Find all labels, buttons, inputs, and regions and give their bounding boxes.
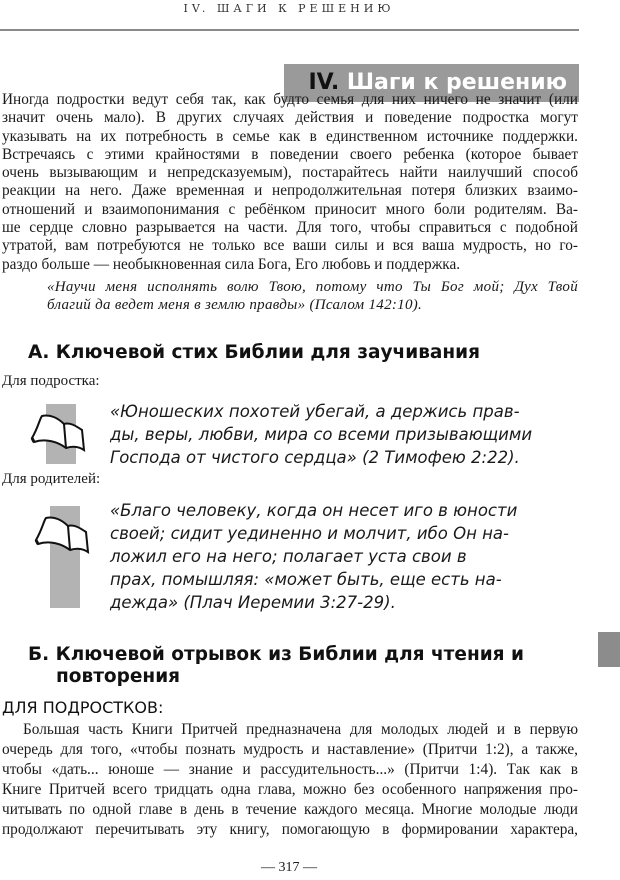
text-line: Большая часть Книги Притчей предназначена для молодых людей и в первую	[23, 721, 578, 738]
text-line: ше сердце словно разрывается на части. Для того, чтобы справиться с подобной	[2, 219, 578, 237]
header-rule	[0, 29, 579, 31]
text-line: Встречаясь с этими крайностями в поведении своего ребенка (которое бывает	[2, 145, 578, 163]
text-line: Книге Притчей всего тридцать одна глава, можно без особенного напряжения про-	[2, 781, 578, 798]
open-book-icon	[30, 412, 86, 452]
open-book-icon	[34, 514, 90, 554]
page-number: — 317 —	[261, 860, 317, 875]
text-line: утратой, вам потребуются не только все ваши силы и вся ваша мудрость, но го-	[2, 237, 578, 255]
text-line: раздо больше — необыкновенная сила Бога, Его любовь и поддержка.	[2, 255, 461, 273]
verse-line: Господа от чистого сердца» (2 Тимофею 2:22).	[110, 448, 520, 467]
verse-line: ды, веры, любви, мира со всеми призывающими	[110, 425, 533, 444]
psalm-quote	[47, 278, 578, 314]
verse-line: «Юношеских похотей убегай, а держись прав-	[110, 402, 520, 421]
section-b-paragraph	[2, 720, 578, 840]
verse-line: «Благо человеку, когда он несет иго в юности	[110, 501, 518, 520]
verse-line: ложил его на него; полагает уста свои в	[110, 547, 467, 566]
teen-label: Для подростка:	[2, 373, 100, 389]
running-head: IV. ШАГИ К РЕШЕНИЮ	[183, 2, 395, 15]
quote-line: «Научи меня исполнять волю Твою, потому что Ты Бог мой; Дух Твой	[47, 279, 578, 295]
section-a-heading: А. Ключевой стих Библии для заучивания	[28, 342, 481, 363]
chapter-number: IV.	[308, 70, 340, 95]
text-line: очередь для того, «чтобы познать мудрость и наставление» (Притчи 1:2), а также,	[2, 741, 578, 758]
verse-line: прах, помышляя: «может быть, еще есть на-	[110, 570, 502, 589]
chapter-thumb-tab	[598, 632, 620, 667]
parent-verse	[110, 499, 517, 614]
section-b-heading: Б. Ключевой отрывок из Библии для чтения и	[28, 644, 524, 665]
text-line: указывать на их потребность в семье как в единственном источнике поддержки.	[2, 127, 578, 145]
text-line: реакции на него. Даже временная и непродолжительная потеря близких взаимо-	[2, 182, 578, 200]
teen-verse	[110, 400, 532, 469]
parent-label: Для родителей:	[2, 471, 101, 487]
section-b-heading-cont: повторения	[56, 666, 181, 687]
text-line: значит очень мало). В других случаях действия и поведение подростка могут	[2, 109, 578, 127]
quote-line: благий да ведет меня в землю правды» (Псалом 142:10).	[47, 297, 423, 313]
verse-line: дежда» (Плач Иеремии 3:27-29).	[110, 593, 396, 612]
teens-subheading: ДЛЯ ПОДРОСТКОВ:	[2, 698, 164, 717]
chapter-title-text: Шаги к решению	[346, 70, 567, 95]
text-line: отношений и взаимопонимания с ребёнком приносит много боли родителям. Ва-	[2, 200, 578, 218]
verse-line: своей; сидит уединенно и молчит, ибо Он на-	[110, 524, 509, 543]
text-line: Иногда подростки ведут себя так, как будто семья для них ничего не значит (или	[2, 91, 578, 108]
text-line: читывать по одной главе в день в течение каждого месяца. Многие молодые люди	[2, 801, 578, 818]
text-line: чтобы «дать... юноше — знание и рассудительность...» (Притчи 1:4). Так как в	[2, 761, 578, 778]
intro-paragraph	[2, 91, 578, 274]
text-line: очень вызывающим и непредсказуемым), постарайтесь найти наилучший способ	[2, 164, 578, 182]
text-line: продолжают перечитывать эту книгу, помогающую в формировании характера,	[2, 821, 578, 838]
